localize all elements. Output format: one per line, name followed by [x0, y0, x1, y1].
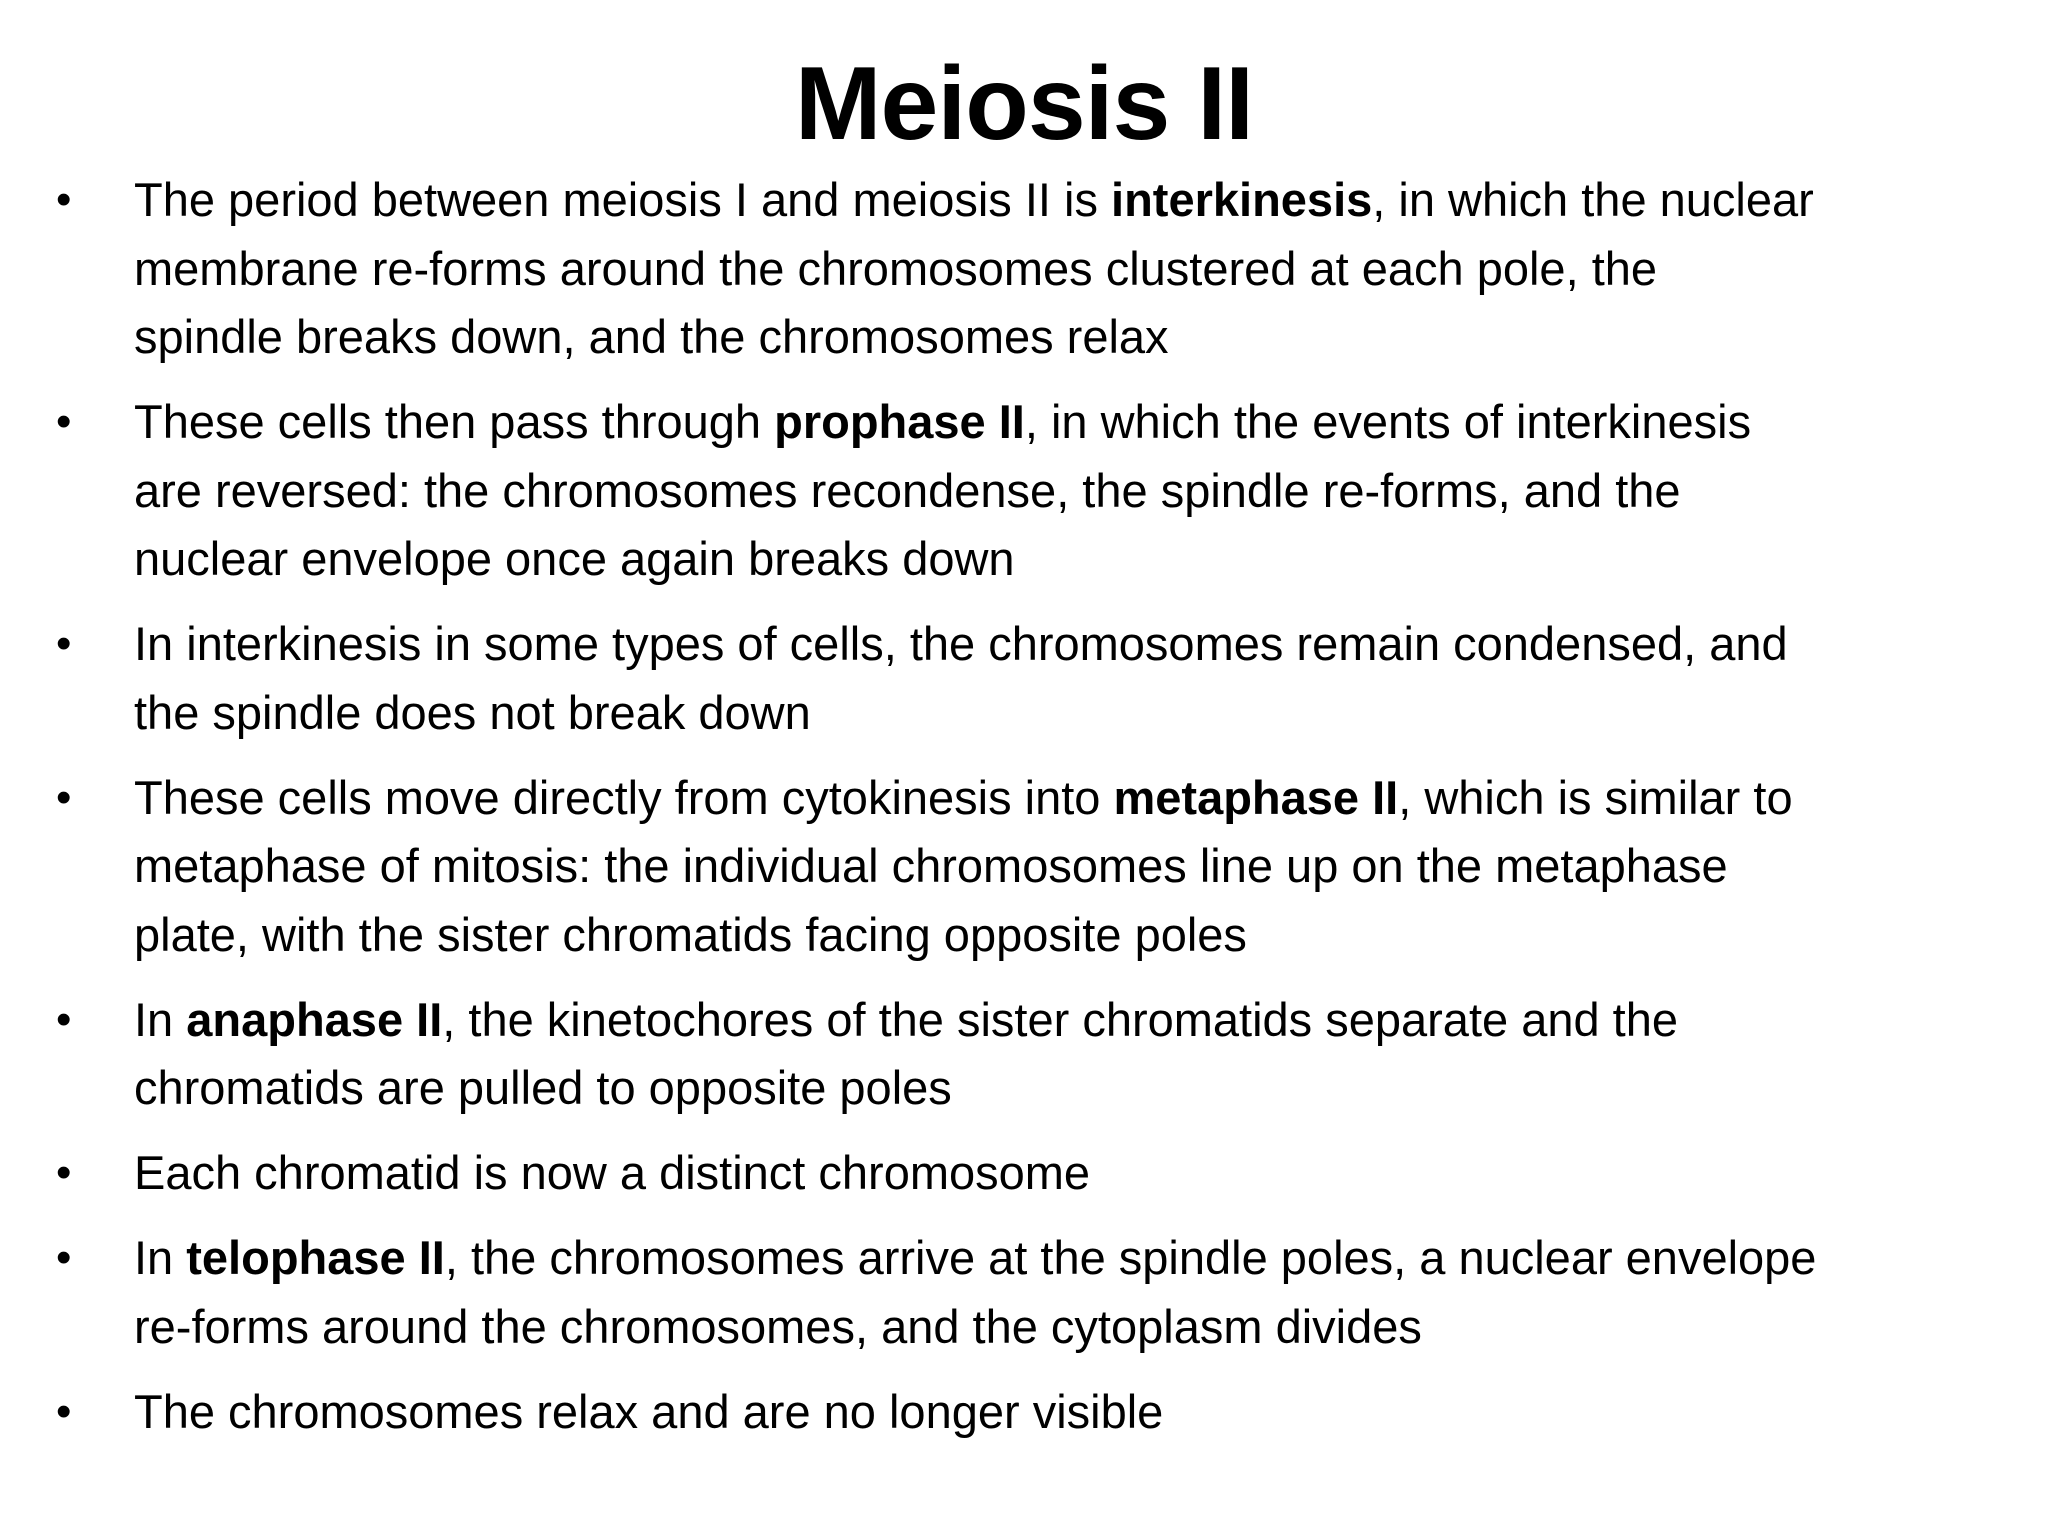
- bullet-text: These cells then pass through: [134, 395, 775, 448]
- bullet-text: The period between meiosis I and meiosis II is: [134, 173, 1112, 226]
- bullet-dot-icon: •: [56, 772, 72, 822]
- bullet-text: plate, with the sister chromatids facing opposite poles: [134, 907, 1247, 961]
- bullet-term: prophase II: [774, 395, 1025, 448]
- bullet-text: , the chromosomes arrive at the spindle poles, a nuclear envelope: [444, 1231, 1817, 1284]
- bullet-dot-icon: •: [56, 619, 72, 668]
- bullet-text: Each chromatid is now a distinct chromosome: [134, 1146, 1091, 1199]
- bullet-line: [134, 986, 2016, 1055]
- bullet-item: [56, 764, 2016, 970]
- bullet-line: [134, 1224, 2016, 1293]
- bullet-line: [134, 679, 2016, 748]
- bullet-dot-icon: •: [56, 175, 72, 224]
- bullet-text: are reversed: the chromosomes recondense, the spindle re-forms, and the: [134, 463, 1681, 517]
- bullet-term: metaphase II: [1113, 770, 1399, 824]
- bullet-line: [134, 388, 2016, 457]
- bullet-text: re-forms around the chromosomes, and the cytoplasm divides: [134, 1299, 1422, 1353]
- bullet-line: [134, 303, 2016, 372]
- bullet-term: telophase II: [186, 1231, 445, 1284]
- bullet-text: In: [134, 1231, 187, 1284]
- bullet-item: [56, 388, 2016, 594]
- bullet-text: , in which the events of interkinesis: [1024, 395, 1752, 448]
- bullet-item: [56, 1378, 2016, 1447]
- bullet-line: [134, 1293, 2016, 1362]
- bullet-text: , in which the nuclear: [1372, 173, 1814, 226]
- bullet-text: In interkinesis in some types of cells, the chromosomes remain condensed, and: [134, 617, 1788, 670]
- bullet-dot-icon: •: [56, 397, 72, 446]
- bullet-line: [134, 1054, 2016, 1123]
- bullet-line: [134, 457, 2016, 526]
- bullet-text: These cells move directly from cytokinesis into: [134, 770, 1114, 824]
- bullet-line: [134, 166, 2016, 235]
- bullet-line: [134, 525, 2016, 594]
- bullet-text: The chromosomes relax and are no longer visible: [134, 1384, 1164, 1438]
- slide-title: Meiosis II: [794, 46, 1254, 162]
- bullet-line: [134, 235, 2016, 304]
- bullet-term: interkinesis: [1111, 173, 1373, 226]
- bullet-line: [134, 1378, 2016, 1447]
- bullet-line: [134, 901, 2016, 970]
- bullet-item: [56, 986, 2016, 1123]
- bullet-text: metaphase of mitosis: the individual chromosomes line up on the metaphase: [134, 839, 1728, 892]
- bullet-dot-icon: •: [56, 994, 72, 1044]
- bullet-text: membrane re-forms around the chromosomes clustered at each pole, the: [134, 241, 1658, 295]
- bullet-text: In: [134, 992, 187, 1046]
- bullet-text: nuclear envelope once again breaks down: [134, 532, 1015, 585]
- bullet-list: [56, 166, 2016, 1463]
- bullet-term: anaphase II: [186, 992, 443, 1046]
- bullet-text: chromatids are pulled to opposite poles: [134, 1061, 952, 1114]
- bullet-dot-icon: •: [56, 1148, 72, 1197]
- bullet-item: [56, 166, 2016, 372]
- bullet-dot-icon: •: [56, 1233, 72, 1282]
- bullet-text: the spindle does not break down: [134, 685, 811, 739]
- bullet-item: [56, 1139, 2016, 1208]
- bullet-item: [56, 1224, 2016, 1361]
- bullet-text: spindle breaks down, and the chromosomes relax: [134, 310, 1169, 363]
- bullet-text: , which is similar to: [1398, 770, 1793, 824]
- bullet-text: , the kinetochores of the sister chromatids separate and the: [442, 992, 1679, 1046]
- bullet-line: [134, 764, 2016, 833]
- bullet-line: [134, 1139, 2016, 1208]
- bullet-line: [134, 832, 2016, 901]
- bullet-dot-icon: •: [56, 1386, 72, 1436]
- bullet-line: [134, 610, 2016, 679]
- bullet-item: [56, 610, 2016, 747]
